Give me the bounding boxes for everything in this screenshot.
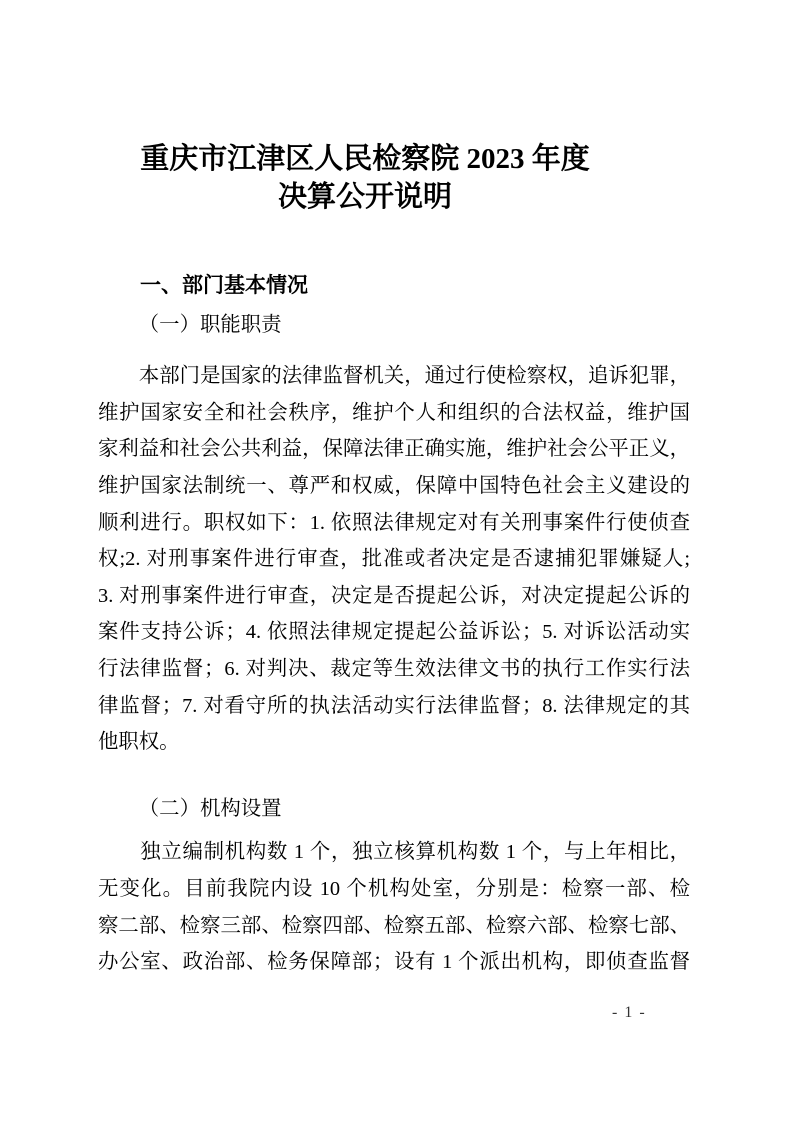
paragraph-line: 顺利进行。职权如下：1. 依照法律规定对有关刑事案件行使侦查 — [98, 511, 690, 534]
body-paragraph-2 — [98, 834, 690, 980]
paragraph-line: 行法律监督；6. 对判决、裁定等生效法律文书的执行工作实行法 — [98, 657, 690, 680]
subsection-heading-1: （一）职能职责 — [138, 313, 282, 336]
document-title-line-1: 重庆市江津区人民检察院 2023 年度 — [140, 143, 590, 175]
section-heading-1: 一、部门基本情况 — [140, 274, 308, 297]
paragraph-line: 他职权。 — [98, 731, 180, 754]
paragraph-line: 无变化。目前我院内设 10 个机构处室，分别是：检察一部、检 — [98, 877, 690, 900]
page-number: - 1 - — [612, 1004, 647, 1021]
document-title — [98, 140, 632, 216]
paragraph-line: 维护国家法制统一、尊严和权威，保障中国特色社会主义建设的 — [98, 474, 690, 497]
body-paragraph-1 — [98, 358, 690, 761]
document-content — [98, 140, 690, 981]
paragraph-line: 察二部、检察三部、检察四部、检察五部、检察六部、检察七部、 — [98, 914, 690, 937]
paragraph-line: 家利益和社会公共利益，保障法律正确实施，维护社会公平正义， — [98, 438, 690, 461]
paragraph-line: 3. 对刑事案件进行审查，决定是否提起公诉，对决定提起公诉的 — [98, 584, 690, 607]
paragraph-line: 律监督；7. 对看守所的执法活动实行法律监督；8. 法律规定的其 — [98, 694, 690, 717]
subsection-heading-2: （二）机构设置 — [138, 797, 282, 820]
document-title-line-2: 决算公开说明 — [277, 181, 452, 213]
paragraph-line: 独立编制机构数 1 个，独立核算机构数 1 个，与上年相比， — [98, 841, 690, 864]
paragraph-line: 办公室、政治部、检务保障部；设有 1 个派出机构，即侦查监督 — [98, 951, 690, 974]
paragraph-line: 权;2. 对刑事案件进行审查，批准或者决定是否逮捕犯罪嫌疑人; — [98, 548, 690, 571]
paragraph-line: 案件支持公诉；4. 依照法律规定提起公益诉讼；5. 对诉讼活动实 — [98, 621, 690, 644]
paragraph-line: 维护国家安全和社会秩序，维护个人和组织的合法权益，维护国 — [98, 401, 690, 424]
paragraph-line: 本部门是国家的法律监督机关，通过行使检察权，追诉犯罪， — [98, 365, 690, 388]
